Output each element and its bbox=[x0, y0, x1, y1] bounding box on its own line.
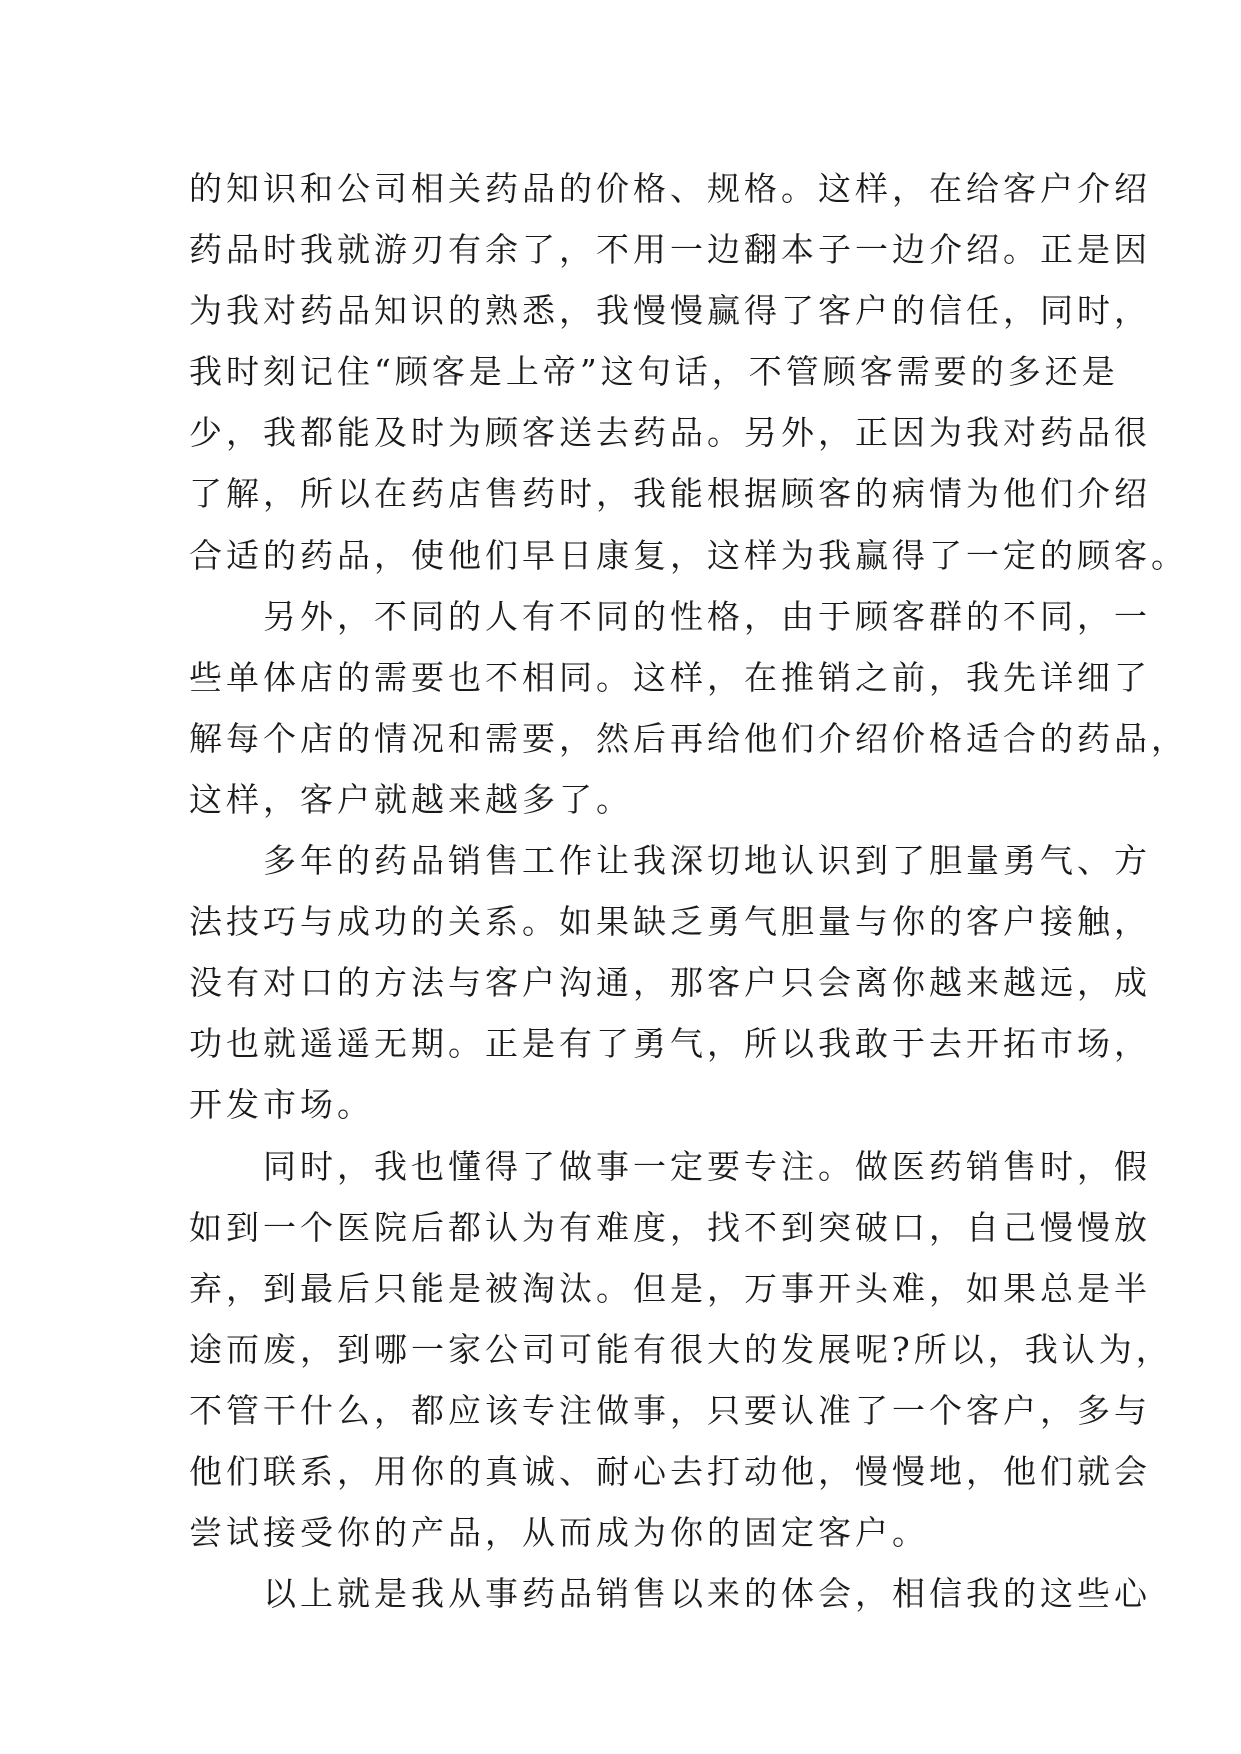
text-line: 以上就是我从事药品销售以来的体会，相信我的这些心 bbox=[189, 1574, 1151, 1614]
text-line: 法技巧与成功的关系。如果缺乏勇气胆量与你的客户接触， bbox=[189, 902, 1151, 942]
text-line: 了解，所以在药店售药时，我能根据顾客的病情为他们介绍 bbox=[189, 474, 1151, 514]
text-line: 我时刻记住“顾客是上帝”这句话，不管顾客需要的多还是 bbox=[189, 352, 1119, 392]
text-line: 尝试接受你的产品，从而成为你的固定客户。 bbox=[189, 1513, 929, 1553]
text-line: 弃，到最后只能是被淘汰。但是，万事开头难，如果总是半 bbox=[189, 1268, 1151, 1308]
text-line: 不管干什么，都应该专注做事，只要认准了一个客户，多与 bbox=[189, 1390, 1151, 1430]
text-line: 少，我都能及时为顾客送去药品。另外，正因为我对药品很 bbox=[189, 413, 1151, 453]
paragraph bbox=[189, 1563, 1151, 1624]
text-line: 些单体店的需要也不相同。这样，在推销之前，我先详细了 bbox=[189, 657, 1151, 697]
text-line: 多年的药品销售工作让我深切地认识到了胆量勇气、方 bbox=[189, 841, 1151, 881]
text-line: 解每个店的情况和需要，然后再给他们介绍价格适合的药品， bbox=[189, 718, 1188, 758]
body-text bbox=[189, 158, 1188, 1624]
text-line: 如到一个医院后都认为有难度，找不到突破口，自己慢慢放 bbox=[189, 1207, 1151, 1247]
text-line: 另外，不同的人有不同的性格，由于顾客群的不同，一 bbox=[189, 596, 1151, 636]
paragraph bbox=[189, 830, 1151, 1135]
text-line: 为我对药品知识的熟悉，我慢慢赢得了客户的信任，同时， bbox=[189, 291, 1151, 331]
text-line: 开发市场。 bbox=[189, 1085, 374, 1125]
text-line: 功也就遥遥无期。正是有了勇气，所以我敢于去开拓市场， bbox=[189, 1024, 1151, 1064]
text-line: 的知识和公司相关药品的价格、规格。这样，在给客户介绍 bbox=[189, 169, 1151, 208]
paragraph bbox=[189, 158, 1188, 586]
text-line: 他们联系，用你的真诚、耐心去打动他，慢慢地，他们就会 bbox=[189, 1451, 1151, 1491]
paragraph bbox=[189, 1136, 1173, 1564]
text-line: 合适的药品，使他们早日康复，这样为我赢得了一定的顾客。 bbox=[189, 535, 1188, 575]
text-line: 药品时我就游刃有余了，不用一边翻本子一边介绍。正是因 bbox=[189, 230, 1151, 270]
text-line: 没有对口的方法与客户沟通，那客户只会离你越来越远，成 bbox=[189, 963, 1151, 1003]
text-line: 途而废，到哪一家公司可能有很大的发展呢?所以，我认为， bbox=[189, 1329, 1173, 1369]
text-line: 这样，客户就越来越多了。 bbox=[189, 779, 633, 819]
text-line: 同时，我也懂得了做事一定要专注。做医药销售时，假 bbox=[189, 1146, 1151, 1186]
paragraph bbox=[189, 586, 1188, 830]
